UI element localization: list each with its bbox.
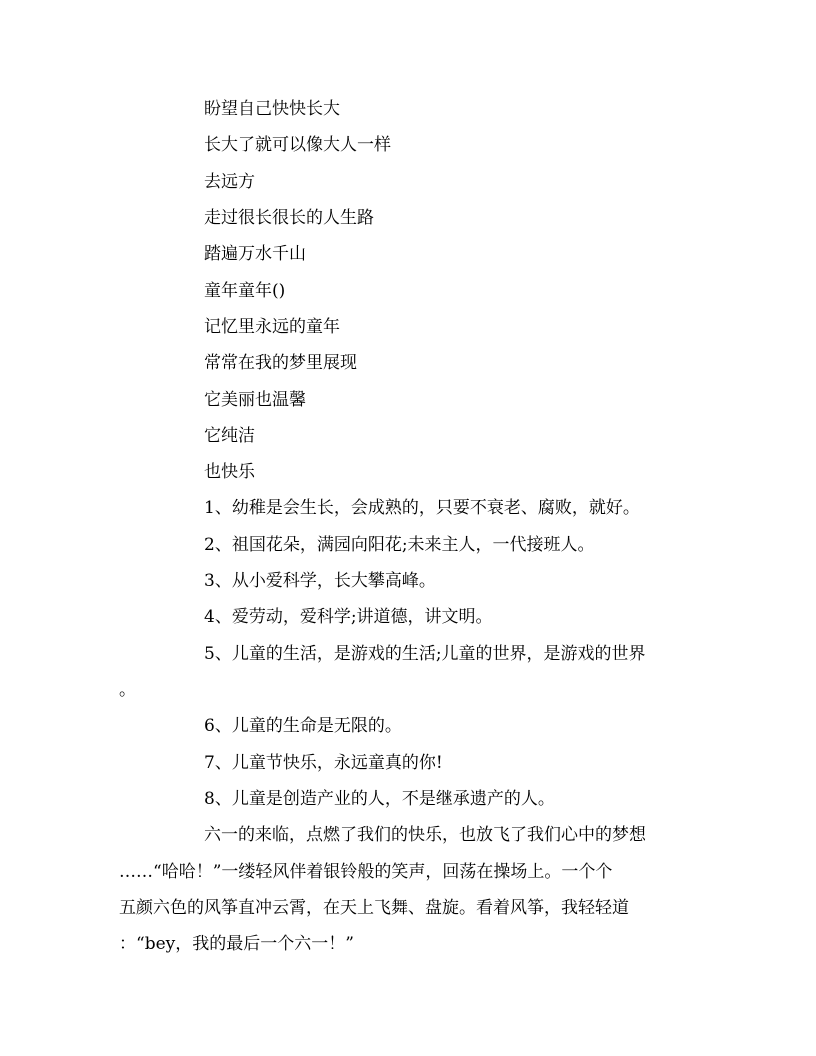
paragraph-line: 五颜六色的风筝直冲云霄，在天上飞舞、盘旋。看着风筝，我轻轻道 — [119, 898, 629, 918]
slogan-item: 3、从小爱科学，长大攀高峰。 — [204, 571, 436, 591]
poem-line: 它美丽也温馨 — [204, 390, 306, 410]
poem-line: 常常在我的梦里展现 — [204, 353, 357, 373]
poem-line: 盼望自己快快长大 — [204, 99, 340, 119]
slogan-item: 7、儿童节快乐，永远童真的你! — [204, 753, 443, 773]
poem-line: 也快乐 — [204, 462, 255, 482]
slogan-item: 2、祖国花朵，满园向阳花;未来主人，一代接班人。 — [204, 535, 595, 555]
paragraph-line: ：“bey，我的最后一个六一！” — [119, 934, 354, 954]
slogan-item: 8、儿童是创造产业的人，不是继承遗产的人。 — [204, 789, 555, 809]
slogan-item: 5、儿童的生活，是游戏的生活;儿童的世界，是游戏的世界 — [204, 644, 646, 664]
poem-line: 去远方 — [204, 172, 255, 192]
poem-line: 童年童年() — [204, 281, 286, 301]
poem-line: 长大了就可以像大人一样 — [204, 135, 391, 155]
poem-line: 记忆里永远的童年 — [204, 317, 340, 337]
poem-line: 踏遍万水千山 — [204, 244, 306, 264]
poem-line: 走过很长很长的人生路 — [204, 208, 374, 228]
poem-line: 它纯洁 — [204, 426, 255, 446]
slogan-item-continuation: 。 — [119, 680, 136, 700]
slogan-item: 1、幼稚是会生长，会成熟的，只要不衰老、腐败，就好。 — [204, 498, 640, 518]
paragraph-line: ……“哈哈！”一缕轻风伴着银铃般的笑声，回荡在操场上。一个个 — [119, 862, 613, 882]
slogan-item: 4、爱劳动，爱科学;讲道德，讲文明。 — [204, 607, 493, 627]
paragraph-line: 六一的来临，点燃了我们的快乐，也放飞了我们心中的梦想 — [204, 825, 646, 845]
slogan-item: 6、儿童的生命是无限的。 — [204, 716, 402, 736]
